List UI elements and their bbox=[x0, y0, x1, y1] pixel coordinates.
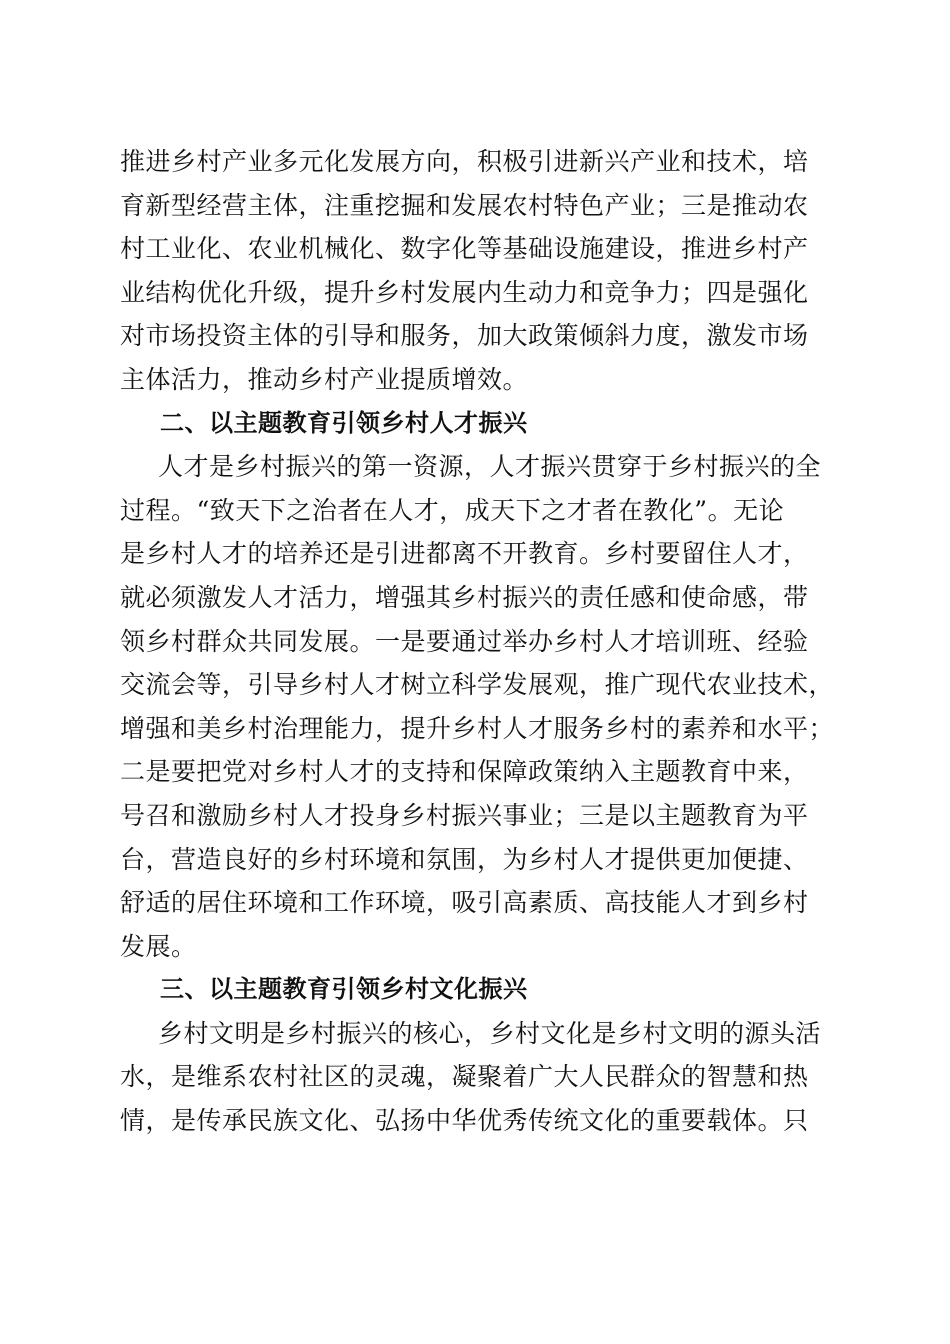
paragraph-line: 情，是传承民族文化、弘扬中华优秀传统文化的重要载体。只 bbox=[120, 1106, 809, 1136]
paragraph-line: 舒适的居住环境和工作环境，吸引高素质、高技能人才到乡村 bbox=[120, 888, 809, 918]
paragraph-line: 业结构优化升级，提升乡村发展内生动力和竞争力；四是强化 bbox=[120, 277, 809, 307]
paragraph-line: 增强和美乡村治理能力，提升乡村人才服务乡村的素养和水平； bbox=[120, 713, 835, 743]
paragraph-line: 乡村文明是乡村振兴的核心，乡村文化是乡村文明的源头活 bbox=[158, 1018, 822, 1048]
paragraph-line: 推进乡村产业多元化发展方向，积极引进新兴产业和技术，培 bbox=[120, 147, 809, 176]
document-body bbox=[120, 140, 835, 1143]
paragraph-line: 对市场投资主体的引导和服务，加大政策倾斜力度，激发市场 bbox=[120, 321, 809, 351]
paragraph-line: 号召和激励乡村人才投身乡村振兴事业；三是以主题教育为平 bbox=[120, 800, 809, 830]
paragraph-line: 人才是乡村振兴的第一资源，人才振兴贯穿于乡村振兴的全 bbox=[158, 452, 822, 482]
paragraph-culture bbox=[120, 1012, 832, 1143]
paragraph-line: 领乡村群众共同发展。一是要通过举办乡村人才培训班、经验 bbox=[120, 626, 809, 656]
paragraph-line: 主体活力，推动乡村产业提质增效。 bbox=[120, 364, 529, 394]
section-heading-culture: 三、以主题教育引领乡村文化振兴 bbox=[160, 975, 528, 1004]
paragraph-line: 村工业化、农业机械化、数字化等基础设施建设，推进乡村产 bbox=[120, 234, 809, 264]
paragraph-line: 育新型经营主体，注重挖掘和发展农村特色产业；三是推动农 bbox=[120, 190, 809, 220]
paragraph-talent bbox=[120, 445, 835, 968]
section-heading-talent: 二、以主题教育引领乡村人才振兴 bbox=[160, 408, 528, 437]
paragraph-industry-continued bbox=[120, 140, 832, 402]
paragraph-line: 过程。“致天下之治者在人才，成天下之才者在教化”。无论 bbox=[120, 495, 785, 525]
paragraph-line: 发展。 bbox=[120, 931, 197, 961]
paragraph-line: 水，是维系农村社区的灵魂，凝聚着广大人民群众的智慧和热 bbox=[120, 1062, 809, 1092]
paragraph-line: 交流会等，引导乡村人才树立科学发展观，推广现代农业技术， bbox=[120, 670, 835, 700]
paragraph-line: 台，营造良好的乡村环境和氛围，为乡村人才提供更加便捷、 bbox=[120, 844, 809, 874]
paragraph-line: 是乡村人才的培养还是引进都离不开教育。乡村要留住人才， bbox=[120, 539, 809, 569]
paragraph-line: 二是要把党对乡村人才的支持和保障政策纳入主题教育中来， bbox=[120, 757, 809, 787]
paragraph-line: 就必须激发人才活力，增强其乡村振兴的责任感和使命感，带 bbox=[120, 582, 809, 612]
